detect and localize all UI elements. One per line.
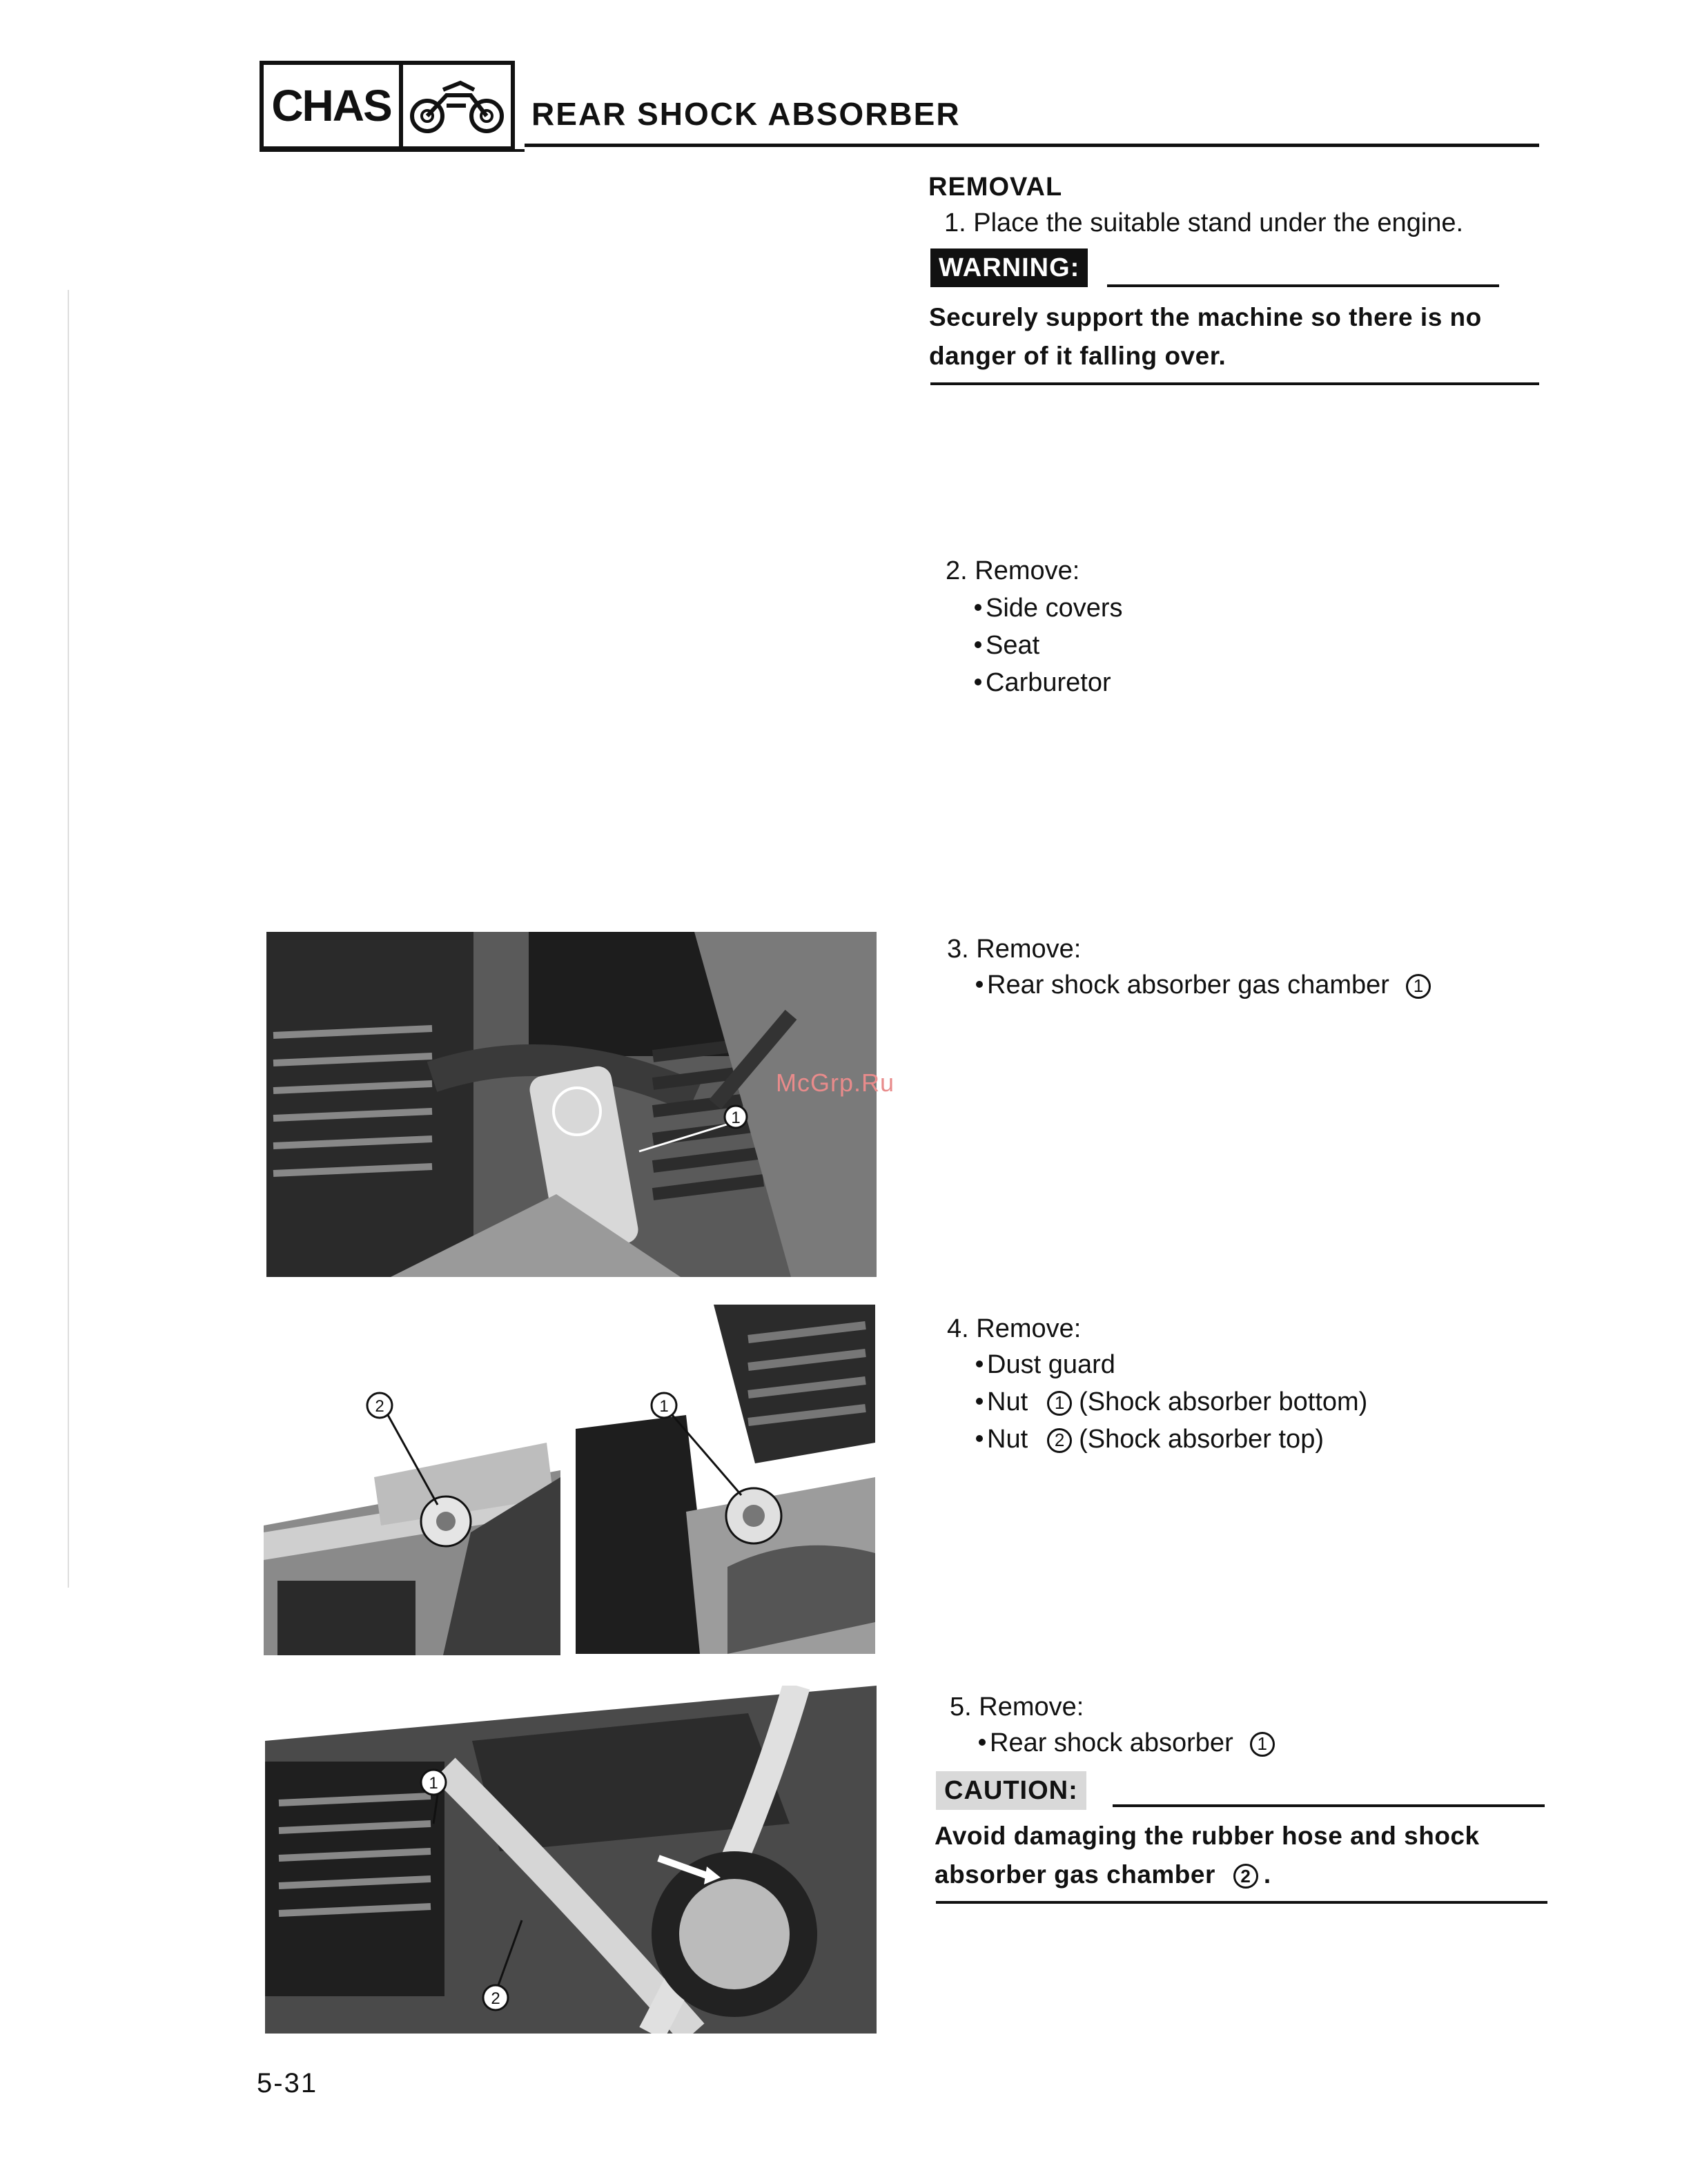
photo-gas-chamber [266,932,877,1277]
photo-bottom-nut [576,1305,875,1654]
step-5-title: 5. Remove: [950,1693,1084,1722]
step-4-item-dust-guard: Dust guard [976,1350,1115,1380]
step-1: 1. Place the suitable stand under the engine. [944,208,1464,237]
page-number: 5-31 [257,2068,318,2098]
motorcycle-icon [403,65,511,146]
step-4-item-nut-top: Nut 2 (Shock absorber top) [976,1425,1324,1454]
callout-1-marker: 1 [1047,1391,1072,1416]
step-2-title: 2. Remove: [946,556,1080,585]
page-edge-line [68,290,69,1588]
caution-line-2: absorber gas chamber 2 . [935,1860,1271,1889]
photo-callout-1: 1 [731,1109,741,1127]
step-3-title: 3. Remove: [947,935,1082,964]
caution-rule-top [1113,1804,1545,1807]
bullet-icon [975,679,981,685]
warning-text [929,298,1536,376]
warning-line-1: Securely support the machine so there is no [929,303,1482,331]
warning-label: WARNING: [930,248,1088,287]
warning-rule-top [1107,284,1499,287]
bullet-icon [976,1398,983,1405]
chapter-badge-label: CHAS [264,65,403,146]
photo-callout-1: 1 [429,1774,438,1793]
section-title: REAR SHOCK ABSORBER [531,96,961,132]
bullet-icon [975,604,981,611]
removal-heading: REMOVAL [928,173,1063,202]
callout-2-marker: 2 [1233,1864,1258,1889]
caution-label: CAUTION: [936,1771,1086,1810]
warning-rule-bottom [930,382,1539,385]
bullet-icon [976,1435,983,1442]
step-2-item-seat: Seat [975,631,1039,661]
step-5-item: Rear shock absorber 1 [979,1728,1282,1758]
chapter-badge [260,61,515,150]
callout-2-marker: 2 [1047,1428,1072,1453]
step-2-item-carburetor: Carburetor [975,668,1111,698]
bullet-icon [976,981,983,988]
step-2-item-side-covers: Side covers [975,594,1123,623]
step-3-item: Rear shock absorber gas chamber 1 [976,971,1438,1000]
header-rule [525,144,1539,147]
bullet-icon [979,1739,986,1746]
photo-callout-2: 2 [375,1397,384,1416]
bullet-icon [976,1361,983,1367]
caution-text [935,1817,1549,1894]
caution-rule-bottom [936,1901,1547,1904]
callout-1-marker: 1 [1406,974,1431,999]
step-4-item-nut-bottom: Nut 1 (Shock absorber bottom) [976,1387,1367,1417]
badge-underline [260,149,525,152]
photo-top-nut [264,1305,560,1655]
photo-callout-2: 2 [491,1989,500,2008]
photo-callout-1: 1 [659,1397,669,1416]
step-4-title: 4. Remove: [947,1314,1082,1343]
bullet-icon [975,641,981,648]
watermark: McGrp.Ru [776,1069,895,1097]
caution-line-1: Avoid damaging the rubber hose and shock [935,1822,1480,1850]
warning-line-2: danger of it falling over. [929,342,1226,370]
callout-1-marker: 1 [1250,1732,1275,1757]
photo-rear-shock [265,1686,877,2034]
